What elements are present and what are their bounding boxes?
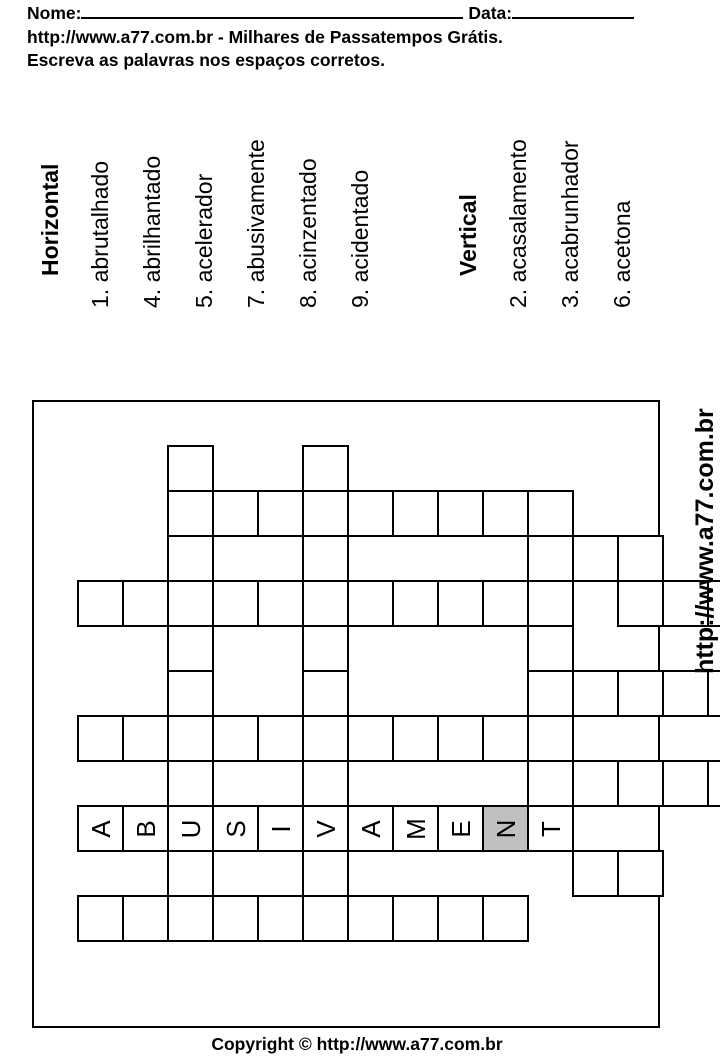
clue-horizontal-8: 8. acinzentado xyxy=(295,158,321,308)
grid-cell[interactable] xyxy=(392,580,439,627)
grid-cell[interactable] xyxy=(122,580,169,627)
grid-cell[interactable] xyxy=(167,535,214,582)
date-blank[interactable] xyxy=(512,2,634,19)
grid-cell[interactable] xyxy=(527,760,574,807)
grid-cell[interactable] xyxy=(302,715,349,762)
grid-cell[interactable] xyxy=(302,625,349,672)
grid-cell[interactable] xyxy=(302,670,349,717)
grid-letter: E xyxy=(445,819,476,838)
grid-letter: V xyxy=(310,819,341,838)
grid-cell[interactable] xyxy=(347,715,394,762)
grid-cell[interactable] xyxy=(662,670,709,717)
grid-cell[interactable] xyxy=(77,895,124,942)
name-blank[interactable] xyxy=(81,2,463,19)
grid-cell[interactable] xyxy=(302,580,349,627)
grid-cell[interactable] xyxy=(437,805,484,852)
grid-cell[interactable] xyxy=(617,670,664,717)
clue-vertical-6: 6. acetona xyxy=(609,200,635,308)
grid-cell[interactable] xyxy=(527,490,574,537)
grid-cell[interactable] xyxy=(167,715,214,762)
grid-cell[interactable] xyxy=(347,580,394,627)
grid-letter: B xyxy=(130,819,161,838)
grid-cell[interactable] xyxy=(302,490,349,537)
grid-cell[interactable] xyxy=(617,535,664,582)
grid-cell[interactable] xyxy=(122,715,169,762)
grid-cell[interactable] xyxy=(527,535,574,582)
clue-vertical-3: 3. acabrunhador xyxy=(557,140,583,308)
grid-cell[interactable] xyxy=(212,805,259,852)
grid-cell[interactable] xyxy=(437,715,484,762)
grid-cell[interactable] xyxy=(392,805,439,852)
grid-cell[interactable] xyxy=(257,580,304,627)
grid-cell[interactable] xyxy=(212,895,259,942)
grid-cell[interactable] xyxy=(482,895,529,942)
clue-horizontal-4: 4. abrilhantado xyxy=(139,155,165,308)
grid-cell[interactable] xyxy=(572,535,619,582)
name-label: Nome: xyxy=(27,3,82,23)
clue-horizontal-1: 1. abrutalhado xyxy=(87,160,113,308)
grid-cell[interactable] xyxy=(482,715,529,762)
grid-cell[interactable] xyxy=(347,490,394,537)
grid-cell[interactable] xyxy=(392,715,439,762)
grid-letter: T xyxy=(535,820,566,837)
grid-cell[interactable] xyxy=(167,490,214,537)
grid-cell[interactable] xyxy=(302,760,349,807)
horizontal-title: Horizontal xyxy=(37,163,63,276)
grid-cell[interactable] xyxy=(482,805,529,852)
grid-cell[interactable] xyxy=(257,805,304,852)
grid-cell[interactable] xyxy=(167,670,214,717)
grid-letter: A xyxy=(355,819,386,838)
grid-cell[interactable] xyxy=(212,715,259,762)
grid-cell[interactable] xyxy=(167,445,214,492)
grid-cell[interactable] xyxy=(347,895,394,942)
grid-cell[interactable] xyxy=(437,895,484,942)
grid-cell[interactable] xyxy=(167,625,214,672)
grid-cell[interactable] xyxy=(302,805,349,852)
grid-cell[interactable] xyxy=(392,895,439,942)
grid-cell[interactable] xyxy=(707,670,720,717)
worksheet-header xyxy=(27,2,634,73)
side-url: http://www.a77.com.br xyxy=(691,408,719,674)
grid-cell[interactable] xyxy=(572,760,619,807)
grid-cell[interactable] xyxy=(167,580,214,627)
grid-letter: S xyxy=(220,819,251,838)
grid-cell[interactable] xyxy=(482,580,529,627)
grid-cell[interactable] xyxy=(482,490,529,537)
grid-cell[interactable] xyxy=(302,535,349,582)
grid-cell[interactable] xyxy=(527,580,574,627)
clue-vertical-2: 2. acasalamento xyxy=(505,139,531,308)
grid-letter: U xyxy=(175,819,206,838)
grid-cell[interactable] xyxy=(572,850,619,897)
grid-cell[interactable] xyxy=(617,850,664,897)
grid-cell[interactable] xyxy=(122,895,169,942)
vertical-title: Vertical xyxy=(455,194,481,276)
clue-horizontal-7: 7. abusivamente xyxy=(243,139,269,308)
grid-cell[interactable] xyxy=(617,580,664,627)
grid-cell[interactable] xyxy=(347,805,394,852)
grid-cell[interactable] xyxy=(437,580,484,627)
date-label: Data: xyxy=(468,3,513,23)
instruction-line: Escreva as palavras nos espaços corretos. xyxy=(27,50,385,70)
grid-cell[interactable] xyxy=(302,850,349,897)
grid-cell[interactable] xyxy=(257,895,304,942)
grid-cell[interactable] xyxy=(167,805,214,852)
grid-cell[interactable] xyxy=(212,580,259,627)
grid-cell[interactable] xyxy=(257,715,304,762)
grid-cell[interactable] xyxy=(257,490,304,537)
grid-cell[interactable] xyxy=(527,715,574,762)
grid-cell[interactable] xyxy=(122,805,169,852)
grid-letter: A xyxy=(85,819,116,838)
grid-cell[interactable] xyxy=(527,625,574,672)
grid-cell[interactable] xyxy=(527,805,574,852)
grid-cell[interactable] xyxy=(77,715,124,762)
grid-cell[interactable] xyxy=(617,760,664,807)
grid-cell[interactable] xyxy=(167,895,214,942)
grid-cell[interactable] xyxy=(302,895,349,942)
grid-cell[interactable] xyxy=(662,760,709,807)
grid-cell[interactable] xyxy=(77,805,124,852)
site-line: http://www.a77.com.br - Milhares de Passatempos Grátis. xyxy=(27,26,503,47)
grid-letter: N xyxy=(490,819,521,838)
copyright: Copyright © http://www.a77.com.br xyxy=(211,1034,503,1054)
grid-cell[interactable] xyxy=(527,670,574,717)
grid-cell[interactable] xyxy=(437,490,484,537)
grid-cell[interactable] xyxy=(212,490,259,537)
grid-cell[interactable] xyxy=(572,670,619,717)
name-date-line xyxy=(27,2,634,26)
grid-cell[interactable] xyxy=(302,445,349,492)
grid-cell[interactable] xyxy=(167,850,214,897)
puzzle-frame xyxy=(32,400,660,1028)
grid-cell[interactable] xyxy=(77,580,124,627)
grid-letter: I xyxy=(265,824,296,833)
grid-cell[interactable] xyxy=(167,760,214,807)
clue-horizontal-9: 9. acidentado xyxy=(347,169,373,308)
clue-horizontal-5: 5. acelerador xyxy=(191,173,217,308)
grid-letter: M xyxy=(400,817,431,840)
grid-cell[interactable] xyxy=(707,760,720,807)
grid-cell[interactable] xyxy=(392,490,439,537)
